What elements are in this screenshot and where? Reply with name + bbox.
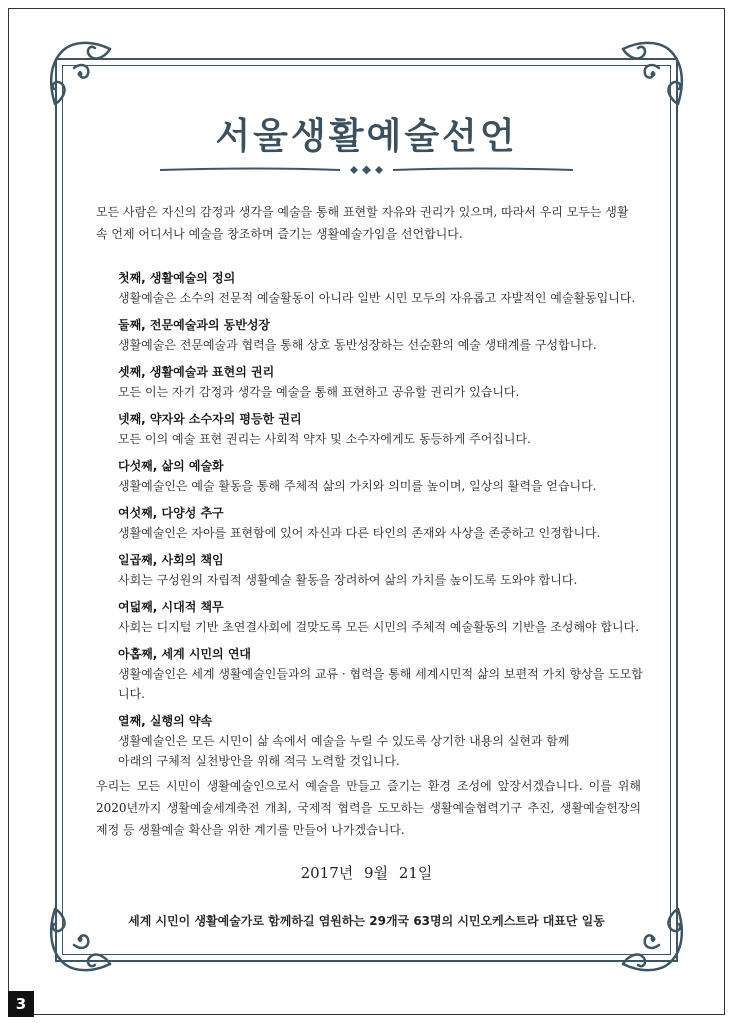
item-heading: 첫째, 생활예술의 정의 [118,271,236,285]
item-heading: 다섯째, 삶의 예술화 [118,459,224,473]
item-text: 모든 이의 예술 표현 권리는 사회적 약자 및 소수자에게도 동등하게 주어집니다. [118,432,531,446]
item-heading: 여덟째, 시대적 책무 [118,600,224,614]
corner-ornament-icon [605,891,695,981]
title-divider [160,160,573,180]
item-heading: 둘째, 전문예술과의 동반성장 [118,318,271,332]
corner-ornament-icon [38,891,128,981]
declaration-item [118,597,648,637]
declaration-item [118,409,648,449]
item-heading: 일곱째, 사회의 책임 [118,553,224,567]
declaration-item [118,503,648,543]
declaration-list [118,268,648,771]
item-heading: 넷째, 약자와 소수자의 평등한 권리 [118,412,302,426]
declaration-item [118,315,648,355]
item-heading: 열째, 실행의 약속 [118,714,213,728]
declaration-date: 2017년 9월 21일 [300,864,433,882]
item-text: 생활예술인은 모든 시민이 삶 속에서 예술을 누릴 수 있도록 상기한 내용의 실현과 함께 아래의 구체적 실천방안을 위해 적극 노력할 것입니다. [118,734,570,768]
declaration-item [118,456,648,496]
closing-paragraph: 우리는 모든 시민이 생활예술인으로서 예술을 만들고 즐기는 환경 조성에 앞장서겠습니다. 이를 위해 2020년까지 생활예술세계축전 개최, 국제적 협력을 도모하는 생활예술협력기구 추진, 생활예술헌장의 제정 등 생활예술 확산을 위한 계기를 만들어 나가겠습니다. [96,779,641,837]
item-heading: 아홉째, 세계 시민의 연대 [118,647,252,661]
page-number: 3 [8,991,34,1017]
item-text: 생활예술인은 세계 생활예술인들과의 교류 · 협력을 통해 세계시민적 삶의 보편적 가치 향상을 도모합니다. [118,667,643,701]
item-text: 생활예술은 소수의 전문적 예술활동이 아니라 일반 시민 모두의 자유롭고 자발적인 예술활동입니다. [118,291,636,305]
item-text: 사회는 구성원의 자립적 생활예술 활동을 장려하여 삶의 가치를 높이도록 도와야 합니다. [118,573,578,587]
item-text: 사회는 디지털 기반 초연결사회에 걸맞도록 모든 시민의 주체적 예술활동의 기반을 조성해야 합니다. [118,620,640,634]
item-text: 생활예술은 전문예술과 협력을 통해 상호 동반성장하는 선순환의 예술 생태계를 구성합니다. [118,338,597,352]
intro-paragraph: 모든 사람은 자신의 감정과 생각을 예술을 통해 표현할 자유와 권리가 있으며, 따라서 우리 모두는 생활 속 언제 어디서나 예술을 창조하며 즐기는 생활예술가임을 선언합니다. [96,205,629,241]
item-heading: 여섯째, 다양성 추구 [118,506,224,520]
declaration-item [118,362,648,402]
item-text: 모든 이는 자기 감정과 생각을 예술을 통해 표현하고 공유할 권리가 있습니다. [118,385,520,399]
signatory-line: 세계 시민이 생활예술가로 함께하길 염원하는 29개국 63명의 시민오케스트라 대표단 일동 [128,914,605,928]
item-text: 생활예술인은 자아를 표현함에 있어 자신과 다른 타인의 존재와 사상을 존중하고 인정합니다. [118,526,601,540]
item-heading: 셋째, 생활예술과 표현의 권리 [118,365,275,379]
declaration-item [118,268,648,308]
declaration-item [118,550,648,590]
declaration-item [118,711,648,771]
declaration-item [118,644,648,704]
item-text: 생활예술인은 예술 활동을 통해 주체적 삶의 가치와 의미를 높이며, 일상의 활력을 얻습니다. [118,479,597,493]
page-title: 서울생활예술선언 [215,116,518,157]
